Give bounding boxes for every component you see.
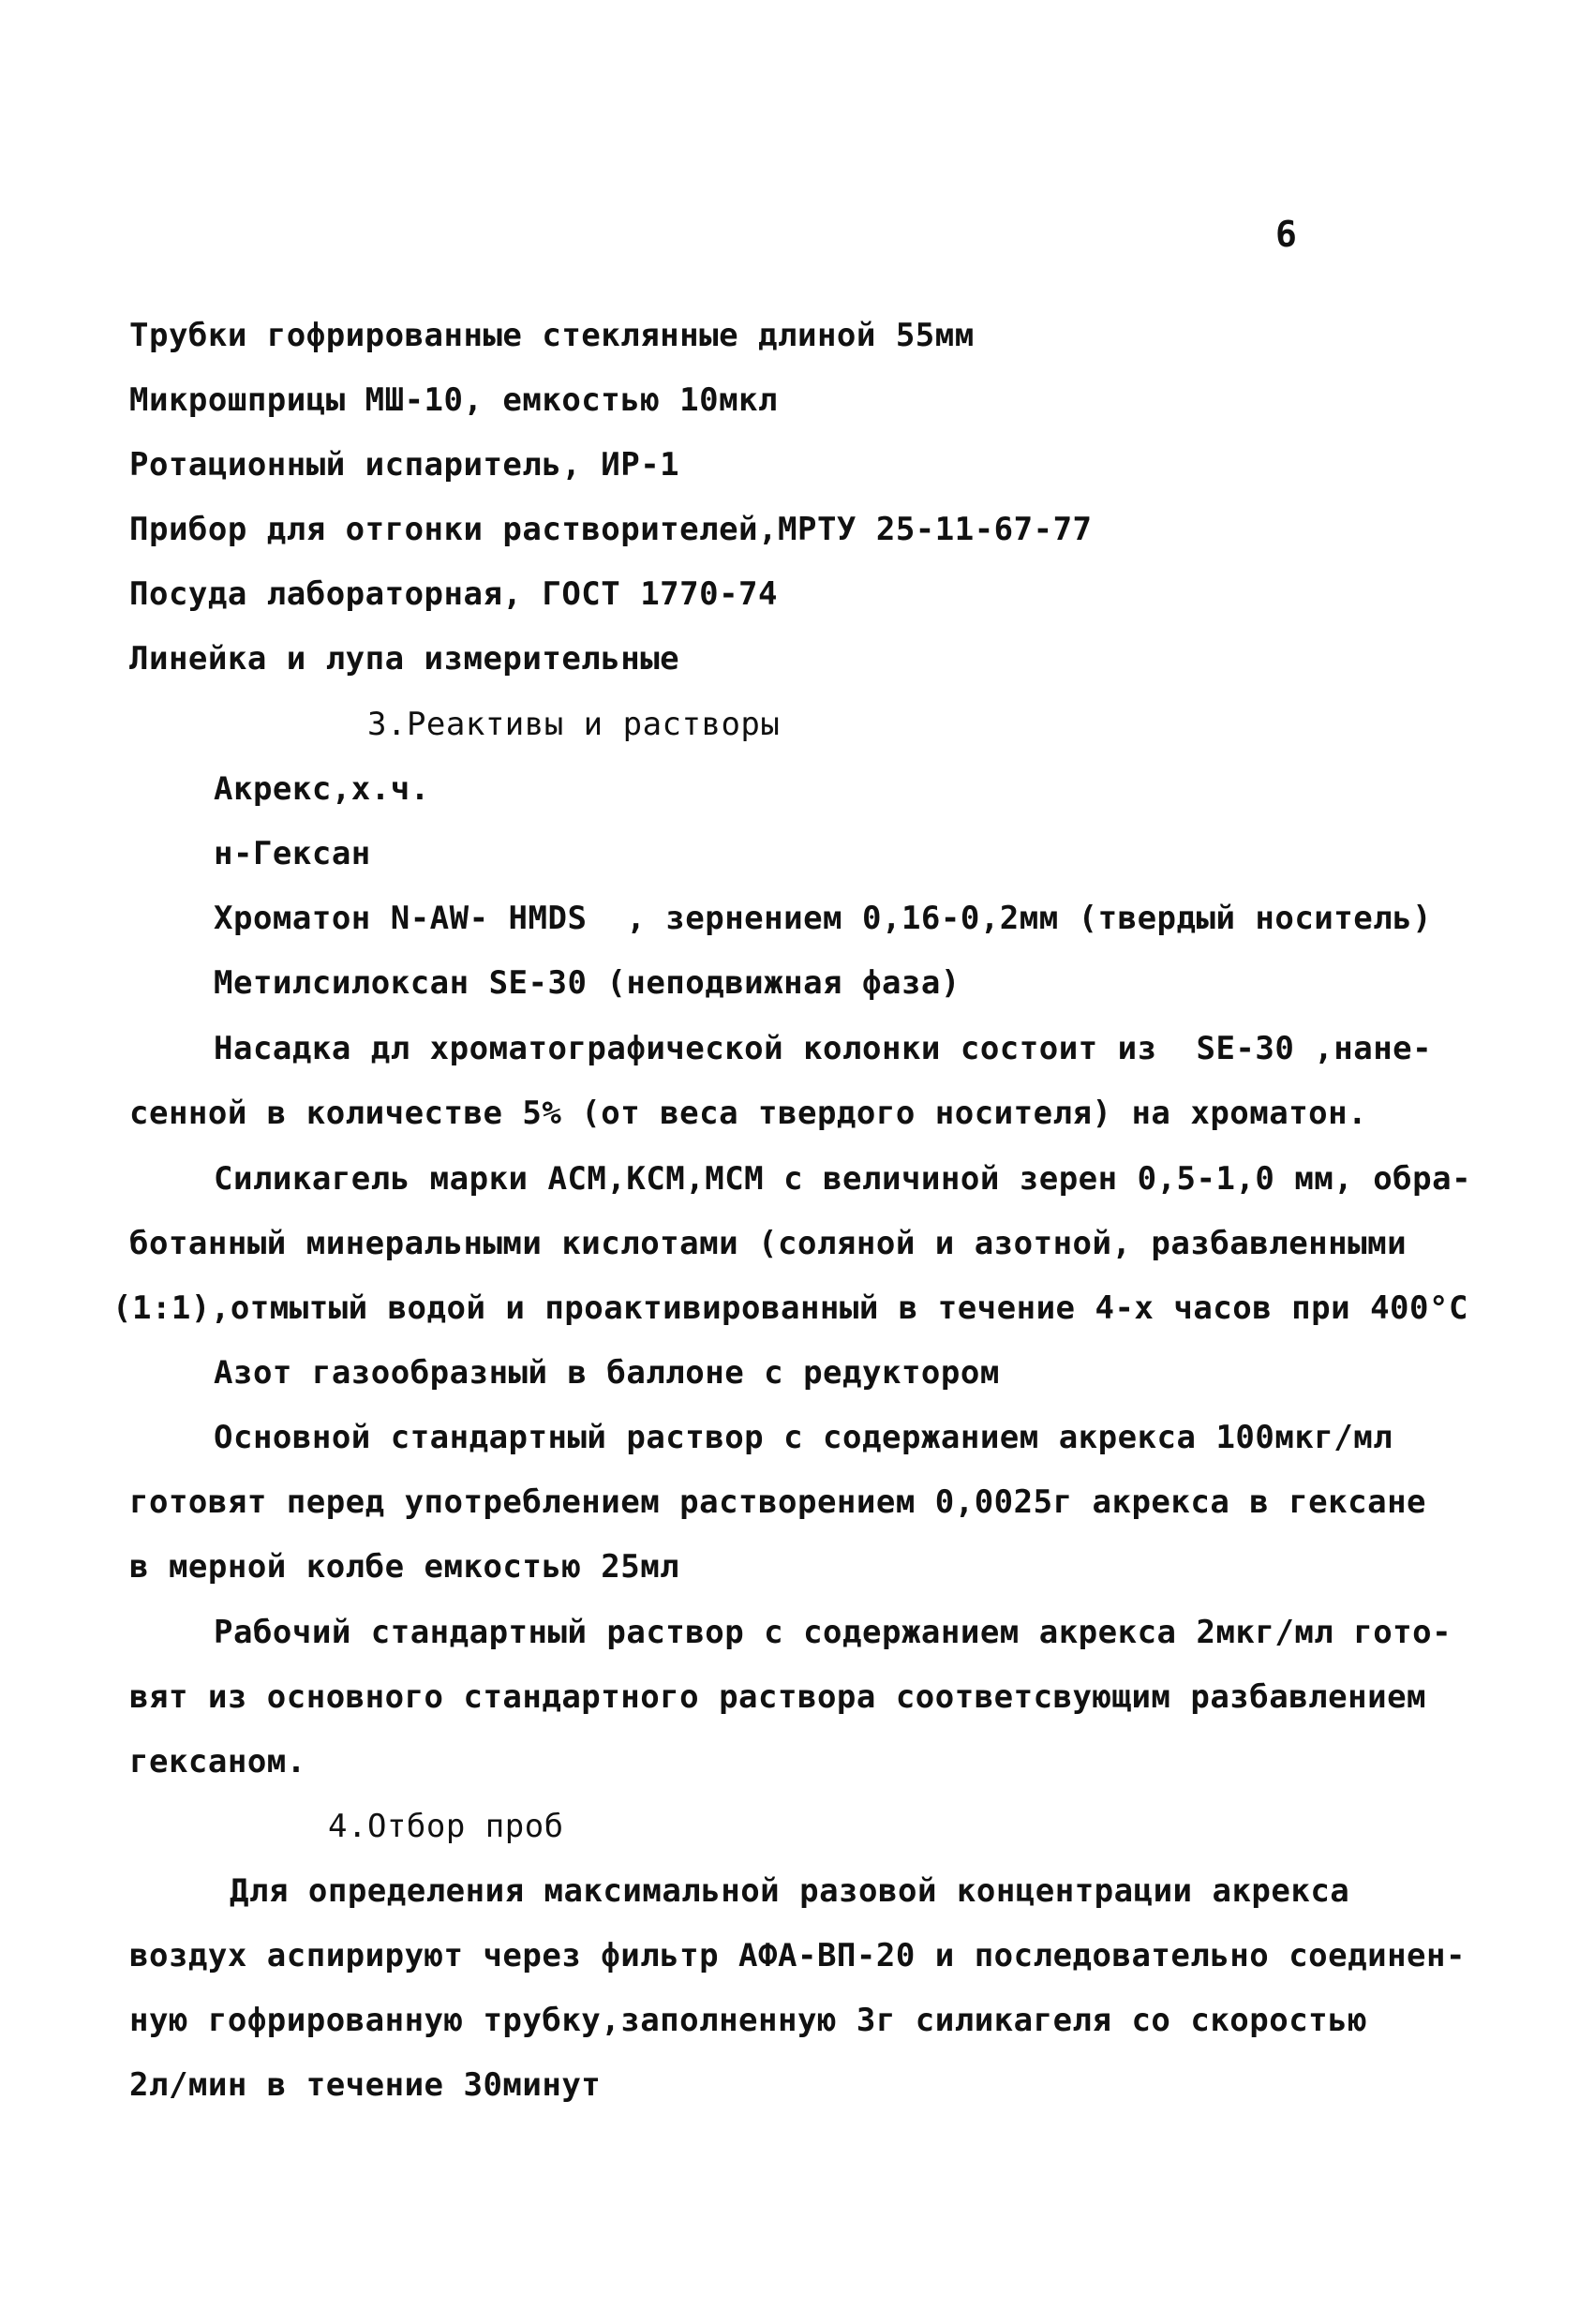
silica-text-line: Силикагель марки АСМ,КСМ,МСМ с величиной зерен 0,5-1,0 мм, обра- — [214, 1160, 1472, 1198]
reagent-item: н-Гексан — [214, 835, 371, 872]
packing-text-line: Насадка дл хроматографической колонки состоит из SE-30 ,нане- — [214, 1030, 1433, 1067]
reagent-item: Акрекс,х.ч. — [214, 770, 430, 808]
working-solution-line: Рабочий стандартный раствор с содержанием акрекса 2мкг/мл гото- — [214, 1614, 1452, 1651]
section-3-title: 3.Реактивы и растворы — [367, 706, 781, 743]
sampling-text-line: Для определения максимальной разовой концентрации акрекса — [230, 1872, 1350, 1910]
equipment-item: Линейка и лупа измерительные — [129, 640, 680, 678]
working-solution-line: вят из основного стандартного раствора соответсвующим разбавлением — [129, 1678, 1427, 1716]
sampling-text-line: 2л/мин в течение 30минут — [129, 2066, 602, 2104]
nitrogen-text: Азот газообразный в баллоне с редуктором — [214, 1354, 1000, 1392]
working-solution-line: гексаном. — [129, 1743, 306, 1780]
sampling-text-line: ную гофрированную трубку,заполненную 3г силикагеля со скоростью — [129, 2002, 1368, 2039]
equipment-item: Посуда лабораторная, ГОСТ 1770-74 — [129, 575, 779, 613]
section-4-title: 4.Отбор проб — [328, 1808, 564, 1845]
reagent-item: Хроматон N-AW- HMDS , зернением 0,16-0,2мм (твердый носитель) — [214, 900, 1433, 937]
reagent-item: Метилсилоксан SE-30 (неподвижная фаза) — [214, 964, 961, 1002]
sampling-text-line: воздух аспирируют через фильтр АФА-ВП-20 и последовательно соединен- — [129, 1937, 1466, 1974]
equipment-item: Трубки гофрированные стеклянные длиной 55мм — [129, 317, 975, 354]
page-number: 6 — [1275, 214, 1297, 255]
silica-text-line: ботанный минеральными кислотами (соляной и азотной, разбавленными — [129, 1225, 1408, 1262]
equipment-item: Ротационный испаритель, ИР-1 — [129, 446, 680, 484]
silica-text-line: (1:1),отмытый водой и проактивированный в течение 4-х часов при 400°С — [112, 1289, 1468, 1327]
equipment-item: Прибор для отгонки растворителей,МРТУ 25-11-67-77 — [129, 511, 1093, 548]
stock-solution-line: Основной стандартный раствор с содержанием акрекса 100мкг/мл — [214, 1419, 1393, 1456]
stock-solution-line: готовят перед употреблением растворением 0,0025г акрекса в гексане — [129, 1483, 1427, 1521]
packing-text-line: сенной в количестве 5% (от веса твердого носителя) на хроматон. — [129, 1095, 1368, 1132]
equipment-item: Микрошприцы МШ-10, емкостью 10мкл — [129, 381, 779, 419]
stock-solution-line: в мерной колбе емкостью 25мл — [129, 1548, 680, 1586]
